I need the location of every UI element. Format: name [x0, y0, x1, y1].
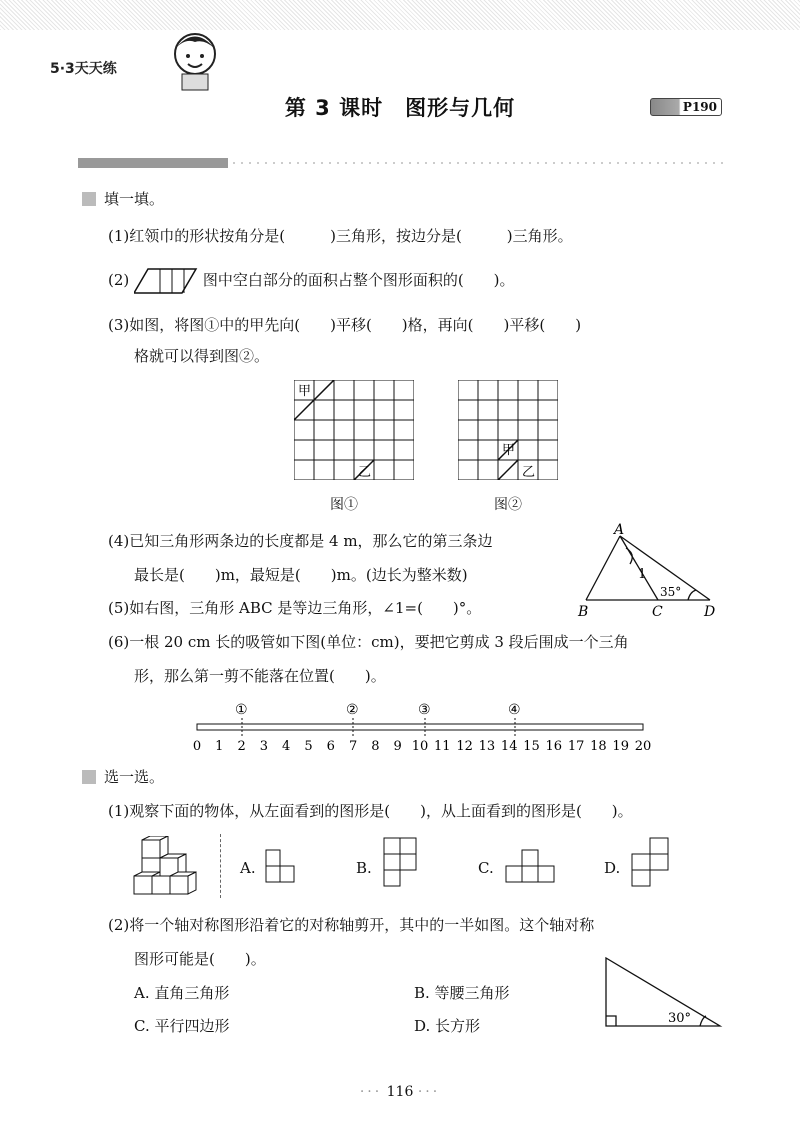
section-bullet-icon	[82, 770, 96, 784]
choice-a[interactable]: A. 直角三角形	[134, 984, 230, 1002]
triangle-abcd-figure	[576, 522, 726, 622]
figure-divider	[220, 834, 221, 898]
label-A: A	[614, 522, 625, 538]
choice-b[interactable]: B. 等腰三角形	[414, 984, 510, 1002]
figure-1-caption: 图①	[330, 497, 358, 513]
ruler-number: 12	[456, 739, 473, 754]
ruler-mark-2: ②	[346, 702, 359, 718]
question-fill-4-line1: (4)已知三角形两条边的长度都是 4 m，那么它的第三条边	[108, 532, 493, 550]
ruler-number: 19	[612, 739, 629, 754]
footer-dots-right: ···	[417, 1084, 441, 1100]
section-bullet-icon	[82, 192, 96, 206]
page-number: ··· 116 ···	[359, 1084, 441, 1100]
grid1-label-yi: 乙	[358, 465, 372, 480]
ruler-number: 0	[192, 739, 202, 754]
ruler-number: 20	[634, 739, 652, 754]
option-b-label: B.	[356, 859, 372, 877]
option-a-figure[interactable]	[262, 846, 310, 886]
ruler-number: 11	[434, 739, 451, 754]
question-fill-2: (2) 图中空白部分的面积占整个图形面积的( )。	[108, 267, 515, 295]
question-choose-2-line1: (2)将一个轴对称图形沿着它的对称轴剪开，其中的一半如图。这个轴对称	[108, 916, 595, 934]
question-fill-5: (5)如右图，三角形 ABC 是等边三角形，∠1=( )°。	[108, 599, 482, 617]
label-angle-35: 35°	[660, 585, 682, 599]
section-divider	[78, 158, 723, 168]
figure-2-caption: 图②	[494, 497, 522, 513]
ruler-number: 10	[411, 739, 429, 754]
question-choose-2-line2: 图形可能是( )。	[134, 950, 266, 968]
grid-figure-2	[458, 380, 558, 480]
ruler-mark-3: ③	[418, 702, 431, 718]
question-fill-3-line1: (3)如图，将图①中的甲先向( )平移( )格，再向( )平移( )	[108, 316, 582, 334]
option-c-label: C.	[478, 859, 494, 877]
right-triangle-figure	[600, 954, 724, 1030]
ruler-number: 14	[500, 739, 518, 754]
label-C: C	[652, 604, 663, 620]
ruler-mark-4: ④	[508, 702, 521, 718]
ruler-number: 8	[371, 739, 380, 754]
ruler-number: 6	[326, 739, 335, 754]
cube-stack-figure	[130, 836, 220, 898]
question-fill-1: (1)红领巾的形状按角分是( )三角形，按边分是( )三角形。	[108, 227, 573, 245]
option-c-figure[interactable]	[502, 846, 562, 886]
ruler-number: 18	[590, 739, 607, 754]
question-choose-1: (1)观察下面的物体，从左面看到的图形是( )，从上面看到的图形是( )。	[108, 802, 633, 820]
ruler-number: 1	[215, 739, 224, 754]
question-fill-3-line2: 格就可以得到图②。	[134, 347, 270, 365]
brand-name: 5·3天天练	[50, 61, 117, 77]
page-title: 第 3 课时 图形与几何	[284, 96, 516, 120]
ruler-number: 4	[282, 739, 291, 754]
parallelogram-figure	[134, 267, 198, 295]
option-d-label: D.	[604, 859, 621, 877]
label-D: D	[704, 604, 716, 620]
ruler-number: 5	[304, 739, 313, 754]
question-fill-4-line2: 最长是( )m，最短是( )m。(边长为整米数)	[134, 566, 468, 584]
ruler-number: 7	[348, 739, 358, 754]
question-fill-6-line2: 形，那么第一剪不能落在位置( )。	[134, 667, 386, 685]
page-reference-badge: P190	[650, 98, 722, 116]
ruler-number: 16	[545, 739, 563, 754]
ruler-number: 13	[478, 739, 496, 754]
ruler-number: 9	[393, 739, 402, 754]
label-B: B	[578, 604, 589, 620]
label-angle-30: 30°	[668, 1011, 692, 1026]
option-a-label: A.	[240, 859, 256, 877]
grid2-label-jia: 甲	[502, 443, 516, 458]
label-angle-1: 1	[638, 567, 647, 582]
section-heading-fill: 填一填。	[82, 188, 164, 210]
choice-d[interactable]: D. 长方形	[414, 1017, 481, 1035]
cartoon-kid-icon	[160, 24, 230, 94]
option-b-figure[interactable]	[380, 834, 420, 890]
ruler-number: 3	[259, 739, 269, 754]
grid2-label-yi: 乙	[522, 465, 536, 480]
ruler-number: 2	[237, 739, 246, 754]
choice-c[interactable]: C. 平行四边形	[134, 1017, 230, 1035]
grid1-label-jia: 甲	[298, 384, 312, 399]
ruler-number: 17	[567, 739, 585, 754]
question-fill-6-line1: (6)一根 20 cm 长的吸管如下图(单位：cm)，要把它剪成 3 段后围成一个三角	[108, 633, 629, 651]
footer-dots-left: ···	[359, 1084, 383, 1100]
brand-logo	[42, 22, 202, 82]
straw-ruler-figure	[180, 696, 670, 758]
grid-figure-1	[294, 380, 414, 480]
section-heading-choose: 选一选。	[82, 766, 164, 788]
ruler-mark-1: ①	[235, 702, 248, 718]
ruler-number: 15	[523, 739, 540, 754]
option-d-figure[interactable]	[628, 834, 676, 890]
